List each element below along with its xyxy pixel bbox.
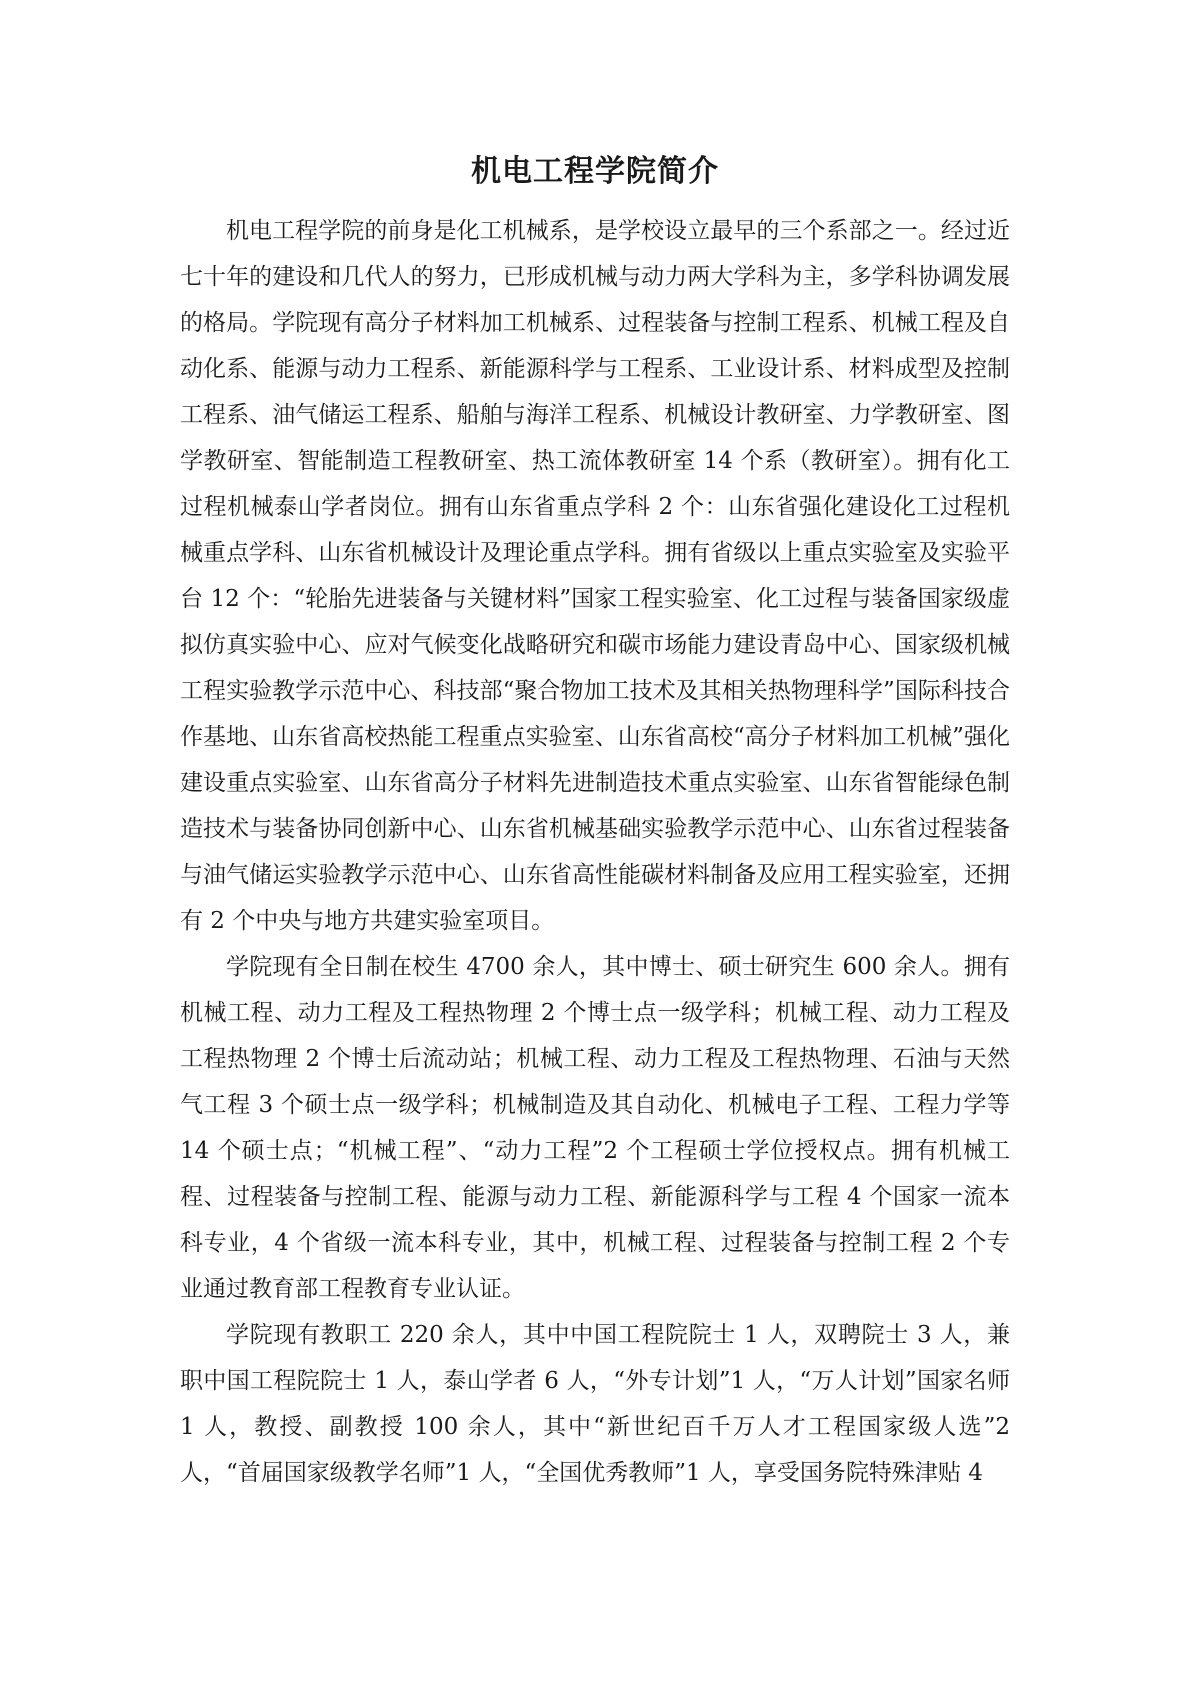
paragraph-history: 机电工程学院的前身是化工机械系，是学校设立最早的三个系部之一。经过近七十年的建设和几代人的努力，已形成机械与动力两大学科为主，多学科协调发展的格局。学院现有高分子材料加工机械系、过程装备与控制工程系、机械工程及自动化系、能源与动力工程系、新能源科学与工程系、工业设计系、材料成型及控制工程系、油气储运工程系、船舶与海洋工程系、机械设计教研室、力学教研室、图学教研室、智能制造工程教研室、热工流体教研室 14 个系（教研室）。拥有化工过程机械泰山学者岗位。拥有山东省重点学科 2 个：山东省强化建设化工过程机械重点学科、山东省机械设计及理论重点学科。拥有省级以上重点实验室及实验平台 12 个：“轮胎先进装备与关键材料”国家工程实验室、化工过程与装备国家级虚拟仿真实验中心、应对气候变化战略研究和碳市场能力建设青岛中心、国家级机械工程实验教学示范中心、科技部“聚合物加工技术及其相关热物理科学”国际科技合作基地、山东省高校热能工程重点实验室、山东省高校“高分子材料加工机械”强化建设重点实验室、山东省高分子材料先进制造技术重点实验室、山东省智能绿色制造技术与装备协同创新中心、山东省机械基础实验教学示范中心、山东省过程装备与油气储运实验教学示范中心、山东省高性能碳材料制备及应用工程实验室，还拥有 2 个中央与地方共建实验室项目。 [180, 218, 1010, 934]
document-body [180, 208, 1010, 1496]
paragraph-faculty: 学院现有教职工 220 余人，其中中国工程院院士 1 人，双聘院士 3 人，兼职中国工程院院士 1 人，泰山学者 6 人，“外专计划”1 人，“万人计划”国家名师 1 人，教授、副教授 100 余人，其中“新世纪百千万人才工程国家级人选”2 人，“首届国家级教学名师”1 人，“全国优秀教师”1 人，享受国务院特殊津贴 4 [180, 1322, 1010, 1486]
page-title: 机电工程学院简介 [471, 154, 719, 189]
paragraph-students: 学院现有全日制在校生 4700 余人，其中博士、硕士研究生 600 余人。拥有机械工程、动力工程及工程热物理 2 个博士点一级学科；机械工程、动力工程及工程热物理 2 个博士后流动站；机械工程、动力工程及工程热物理、石油与天然气工程 3 个硕士点一级学科；机械制造及其自动化、机械电子工程、工程力学等 14 个硕士点；“机械工程”、“动力工程”2 个工程硕士学位授权点。拥有机械工程、过程装备与控制工程、能源与动力工程、新能源科学与工程 4 个国家一流本科专业，4 个省级一流本科专业，其中，机械工程、过程装备与控制工程 2 个专业通过教育部工程教育专业认证。 [180, 954, 1010, 1302]
